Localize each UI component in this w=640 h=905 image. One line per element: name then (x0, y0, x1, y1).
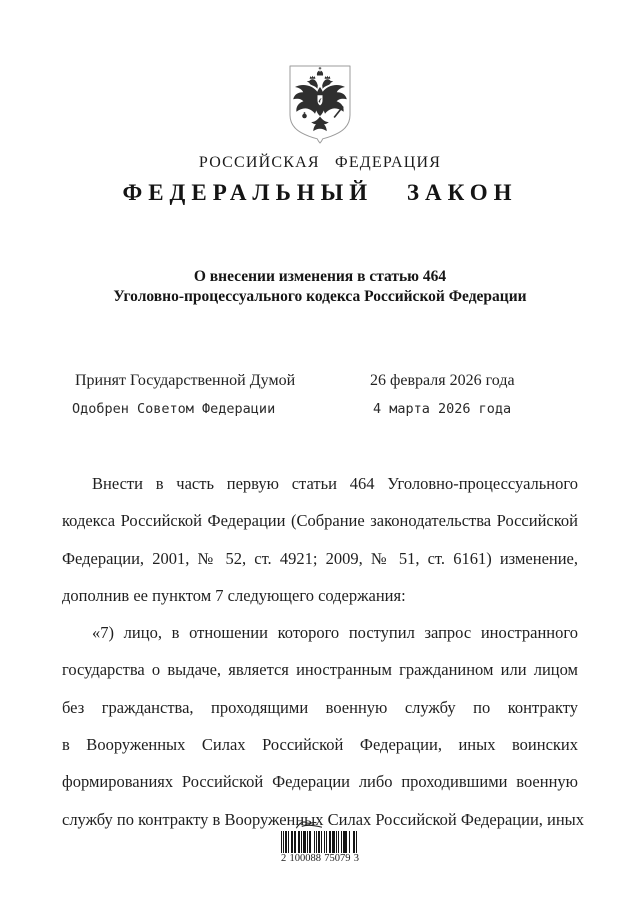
body-line: без гражданства, проходящими военную службу по контракту (62, 697, 578, 717)
coat-of-arms (287, 63, 353, 145)
law-title (0, 267, 640, 306)
double-headed-eagle-icon (287, 63, 353, 145)
body-line: Внести в часть первую статьи 464 Уголовно-процессуального (92, 474, 578, 493)
document-type-heading: ФЕДЕРАЛЬНЫЙ ЗАКОН (122, 180, 518, 205)
barcode-digits (281, 853, 359, 864)
law-body-text (62, 465, 585, 838)
body-line: кодекса Российской Федерации (Собрание законодательства Российской (62, 511, 578, 531)
body-line: в Вооруженных Силах Российской Федерации, иных воинских (62, 735, 578, 755)
barcode-bars (281, 831, 357, 853)
body-line: формированиях Российской Федерации либо проходившими военную (62, 772, 578, 792)
barcode (281, 819, 359, 864)
country-name: РОССИЙСКАЯ ФЕДЕРАЦИЯ (198, 154, 442, 171)
barcode-digit-group: 75079 (324, 853, 351, 864)
council-approval-date: 4 марта 2026 года (373, 401, 512, 417)
body-line: государства о выдаче, является иностранным гражданином или лицом (62, 660, 578, 680)
body-line: дополнив ее пунктом 7 следующего содержания: (62, 585, 406, 605)
duma-adoption-date: 26 февраля 2026 года (370, 372, 515, 389)
handwritten-mark-icon (293, 819, 327, 830)
law-title-line1: О внесении изменения в статью 464 (193, 268, 447, 285)
body-line: Федерации, 2001, № 52, ст. 4921; 2009, № 51, ст. 6161) изменение, (62, 548, 578, 568)
law-title-line2: Уголовно-процессуального кодекса Российской Федерации (113, 287, 527, 305)
council-approval-label: Одобрен Советом Федерации (72, 401, 276, 417)
duma-adoption-label: Принят Государственной Думой (75, 372, 296, 389)
body-line: «7) лицо, в отношении которого поступил запрос иностранного (92, 623, 578, 643)
barcode-digit-group: 3 (353, 853, 359, 864)
barcode-digit-group: 2 (281, 853, 287, 864)
body-line: службу по контракту в Вооруженных Силах Российской Федерации, иных (62, 809, 585, 829)
barcode-digit-group: 100088 (289, 853, 321, 864)
